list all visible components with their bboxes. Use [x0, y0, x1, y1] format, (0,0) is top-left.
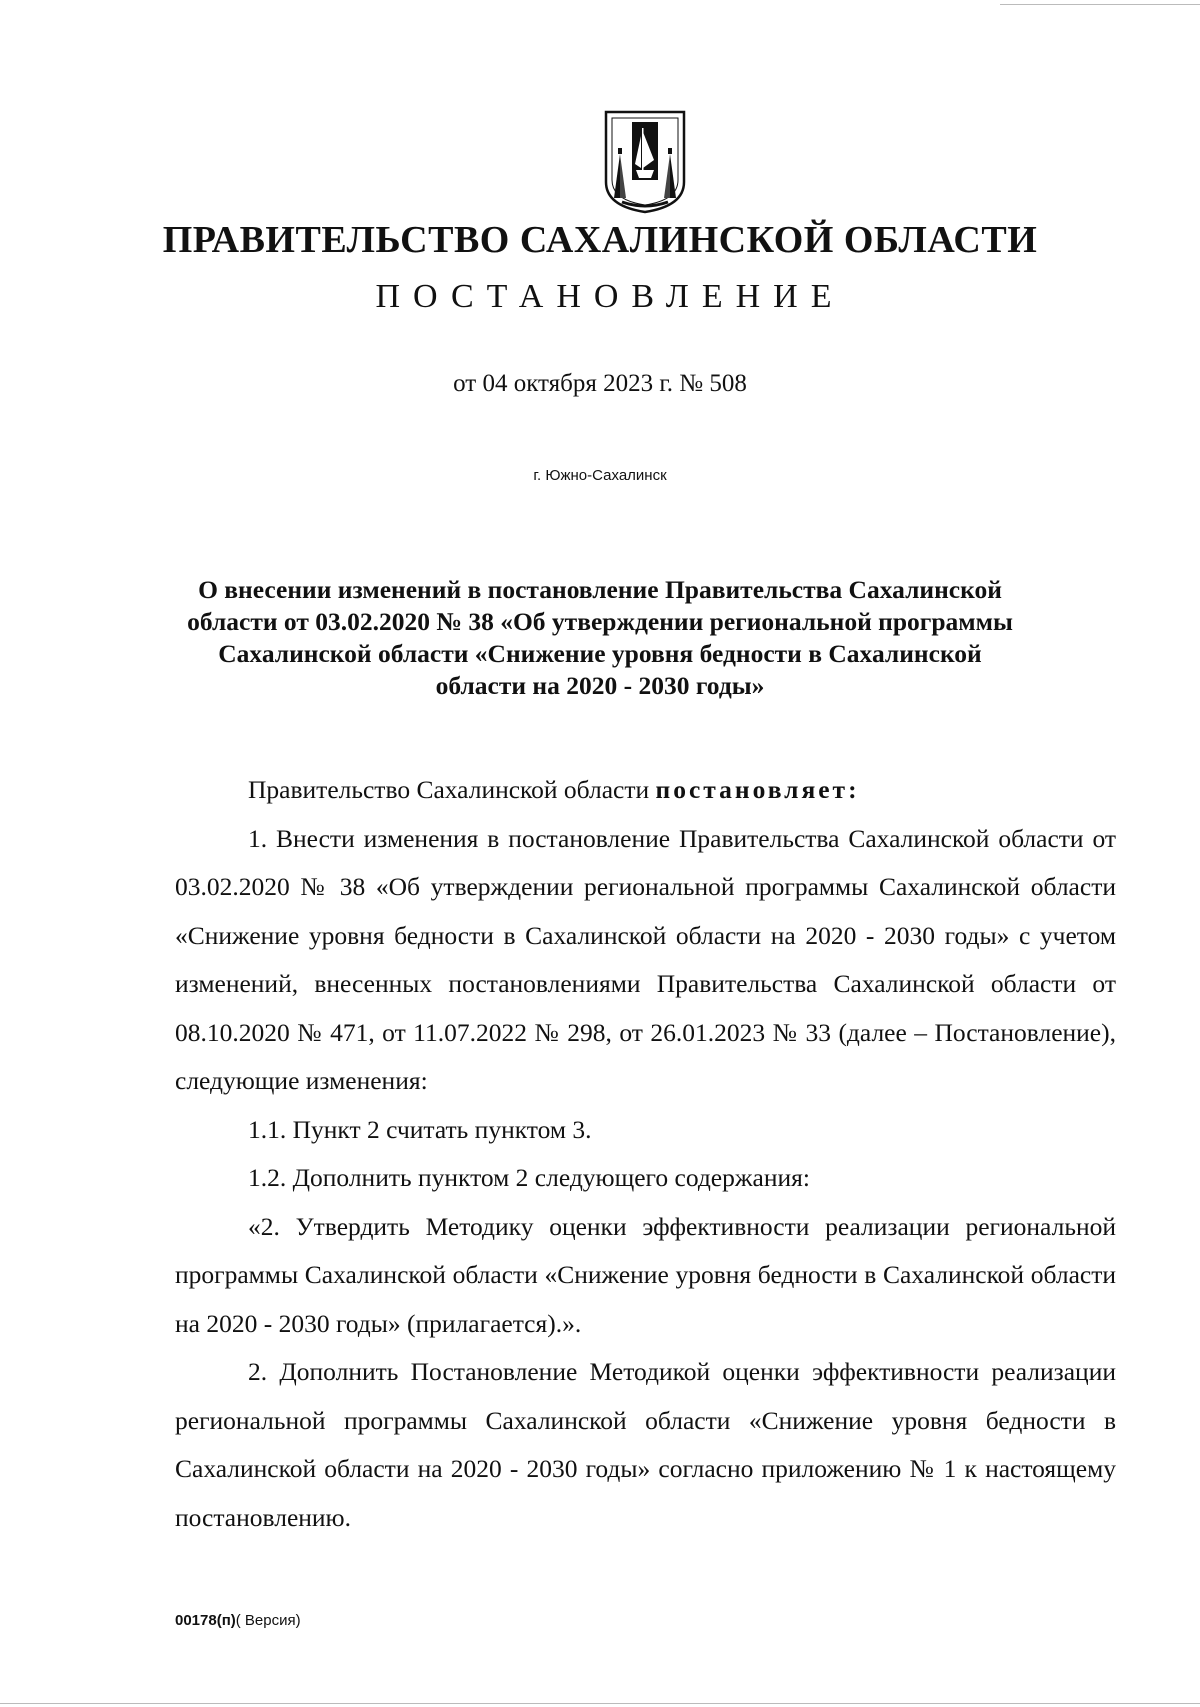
document-type-title: ПОСТАНОВЛЕНИЕ [375, 278, 845, 315]
intro-paragraph [175, 766, 1116, 815]
government-title: ПРАВИТЕЛЬСТВО САХАЛИНСКОЙ ОБЛАСТИ [162, 219, 1038, 261]
footer-document-code [175, 1612, 301, 1629]
document-city: г. Южно-Сахалинск [533, 467, 667, 484]
paragraph-2: 2. Дополнить Постановление Методикой оценки эффективности реализации региональной программы Сахалинской области «Снижение уровня бедности в Сахалинской области на 2020 - 2030 годы» согласно приложению № 1 к настоящему постановлению. [175, 1357, 1116, 1532]
paragraph-1-2-quote: «2. Утвердить Методику оценки эффективности реализации региональной программы Сахалинской области «Снижение уровня бедности в Сахалинской области на 2020 - 2030 годы» (прилагается).». [175, 1211, 1116, 1338]
footer-version: ( Версия) [235, 1612, 301, 1629]
coat-of-arms-emblem [602, 110, 688, 214]
footer-code: 00178(п) [175, 1612, 236, 1629]
paragraph-1-2: 1.2. Дополнить пунктом 2 следующего содержания: [248, 1163, 810, 1192]
scan-edge-top [1000, 4, 1200, 5]
scan-edge-bottom [0, 1703, 1200, 1704]
intro-decision-word: постановляет: [655, 775, 860, 804]
document-date-number: от 04 октября 2023 г. № 508 [453, 370, 747, 397]
paragraph-1: 1. Внести изменения в постановление Правительства Сахалинской области от 03.02.2020 № 38 «Об утверждении региональной программы Сахалинской области «Снижение уровня бедности в Сахалинской области на 2020 - 2030 годы» с учетом изменений, внесенных постановлениями Правительства Сахалинской области от 08.10.2020 № 471, от 11.07.2022 № 298, от 26.01.2023 № 33 (далее – Постановление), следующие изменения: [175, 823, 1116, 1095]
document-body [175, 766, 1116, 1542]
paragraph-1-1: 1.1. Пункт 2 считать пунктом 3. [248, 1114, 592, 1144]
document-subject: О внесении изменений в постановление Правительства Сахалинской области от 03.02.2020 № 38 «Об утверждении региональной программы Сахалинской области «Снижение уровня бедности в Сахалинской области на 2020 - 2030 годы» [187, 575, 1013, 700]
intro-lead: Правительство Сахалинской области [248, 775, 656, 804]
